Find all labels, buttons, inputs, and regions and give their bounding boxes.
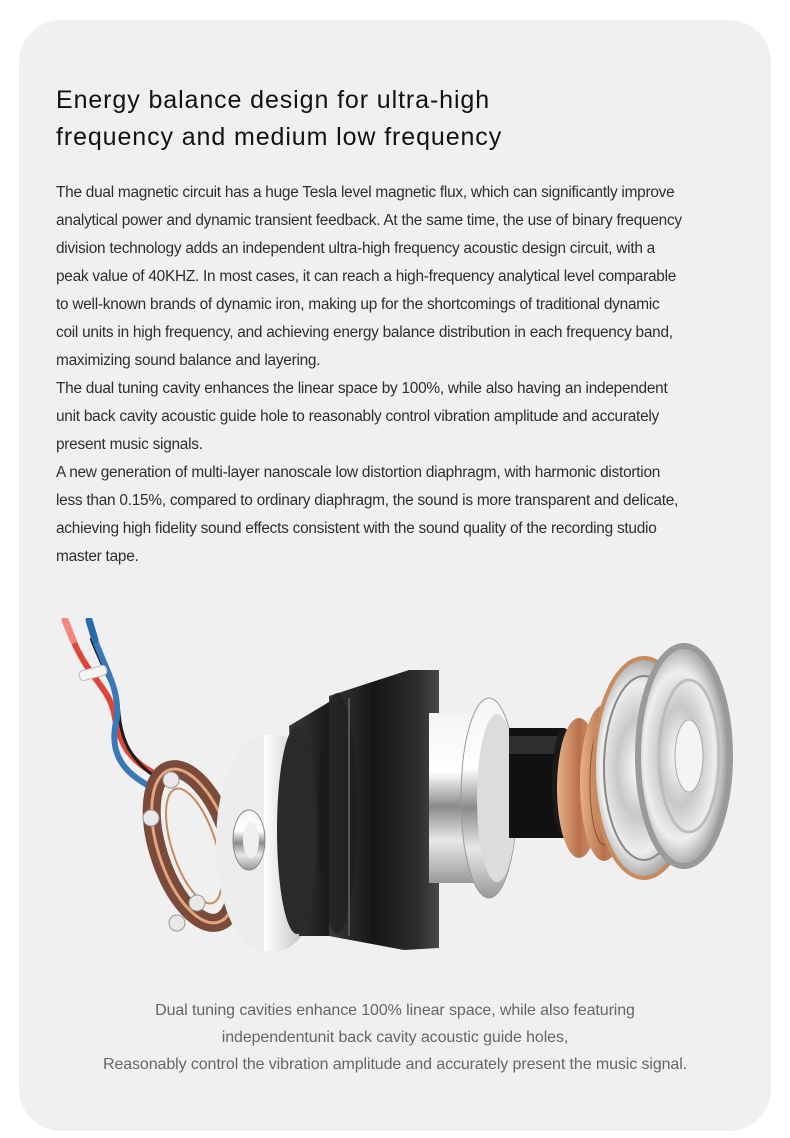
body-line: The dual magnetic circuit has a huge Tesla level magnetic flux, which can significantly improve [56,184,675,201]
signal-wires [65,620,164,793]
body-line: less than 0.15%, compared to ordinary diaphragm, the sound is more transparent and delicate, [56,492,679,509]
body-line: A new generation of multi-layer nanoscale low distortion diaphragm, with harmonic distortion [56,464,661,481]
magnet-housing [277,670,439,950]
body-line: analytical power and dynamic transient feedback. At the same time, the use of binary frequency [56,212,682,229]
diaphragm-rim [638,646,730,866]
illustration-caption [19,997,771,1078]
body-line: peak value of 40KHZ. In most cases, it can reach a high-frequency analytical level comparable [56,268,677,285]
body-line: unit back cavity acoustic guide hole to reasonably control vibration amplitude and accurately [56,408,659,425]
heading-line: frequency and medium low frequency [56,123,503,151]
feature-heading [56,82,696,156]
body-line: The dual tuning cavity enhances the linear space by 100%, while also having an independent [56,380,668,397]
body-line: achieving high fidelity sound effects consistent with the sound quality of the recording studio [56,520,657,537]
feature-description [56,179,756,571]
body-line: maximizing sound balance and layering. [56,352,321,369]
caption-line: Dual tuning cavities enhance 100% linear space, while also featuring [155,1002,635,1019]
heading-line: Energy balance design for ultra-high [56,86,491,114]
caption-line: Reasonably control the vibration amplitude and accurately present the music signal. [102,1056,688,1073]
body-line: coil units in high frequency, and achieving energy balance distribution in each frequency band, [56,324,673,341]
body-line: master tape. [56,548,139,565]
caption-line: independentunit back cavity acoustic guide holes, [221,1029,569,1046]
driver-exploded-illustration [59,618,739,958]
feature-card [19,20,771,1131]
body-line: division technology adds an independent ultra-high frequency acoustic design circuit, with a [56,240,655,257]
body-line: to well-known brands of dynamic iron, making up for the shortcomings of traditional dynamic [56,296,660,313]
body-line: present music signals. [56,436,203,453]
pole-piece [429,698,576,898]
